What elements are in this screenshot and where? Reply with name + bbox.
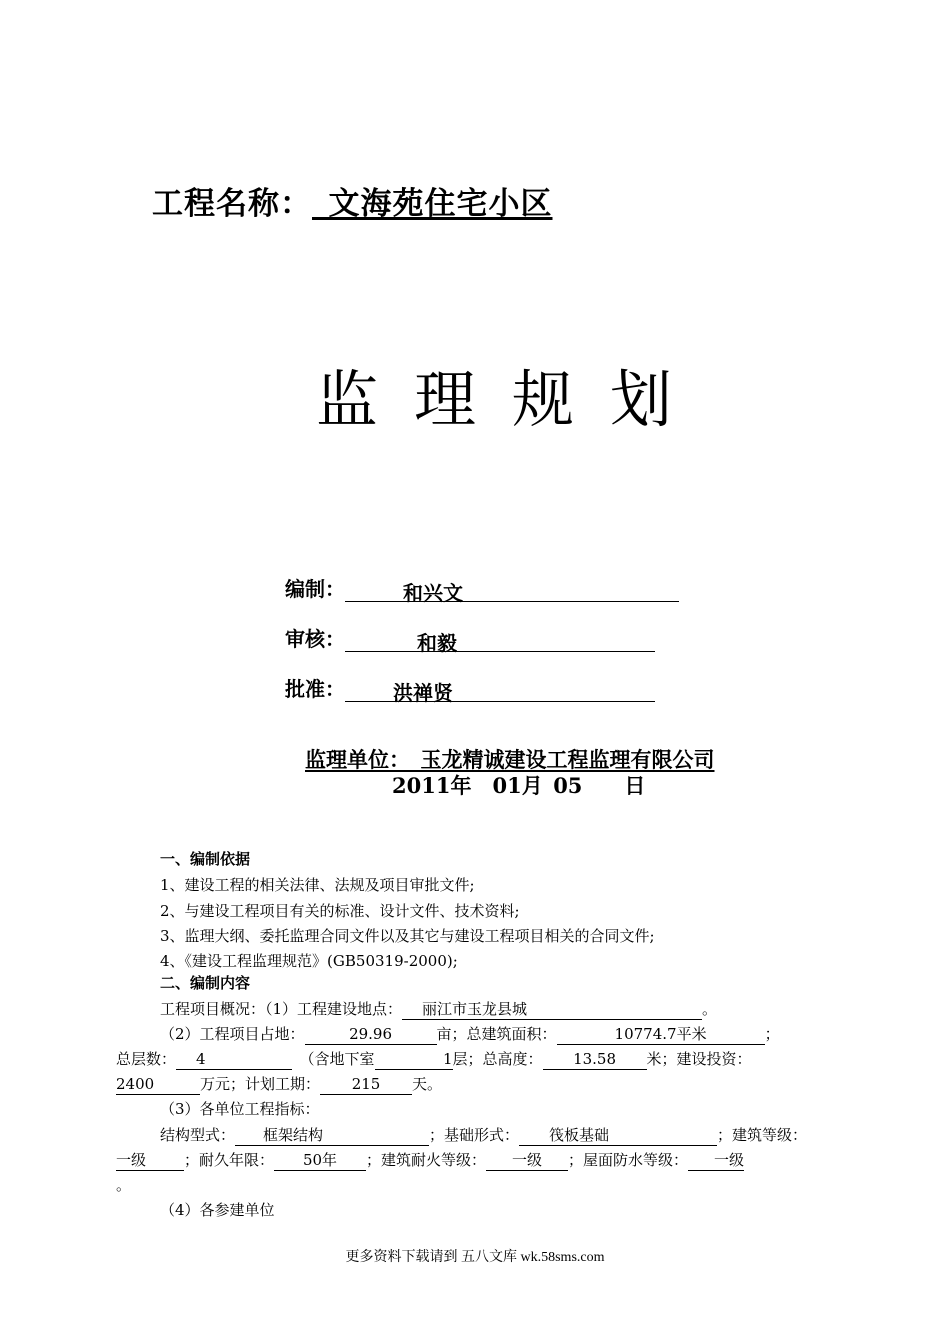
height-value: 13.58 [543,1049,647,1070]
end-period: 。 [116,1176,132,1194]
durability-value: 50年 [274,1150,366,1171]
section-heading: 二、编制内容 [160,974,251,992]
signature-name: 和毅 [417,631,457,655]
land-area-line: （2）工程项目占地： 29.96 亩；总建筑面积： 10774.7平米 ； [160,1025,780,1043]
footer-text: 更多资料下载请到 五八文库 wk.58sms.com [345,1250,605,1265]
basis-item: 3、监理大纲、委托监理合同文件以及其它与建设工程项目相关的合同文件; [160,927,655,945]
floors-value: 4 [176,1049,292,1070]
floors-line: 总层数： 4 （含地下室 1层；总高度： 13.58 米；建设投资： [116,1050,752,1068]
participating-units-heading: （4）各参建单位 [160,1201,275,1219]
project-overview-line: 工程项目概况：（1）工程建设地点： 丽江市玉龙县城 。 [160,1000,718,1018]
signature-approver [285,673,655,705]
signature-label: 编制： [285,577,345,601]
basis-item: 4、《建设工程监理规范》(GB50319-2000); [160,952,458,970]
duration-value: 215 [320,1074,412,1095]
compile-date: 2011年 01月 05 日 [392,773,646,798]
location-value: 丽江市玉龙县城 [402,999,702,1020]
roof-grade-value: 一级 [688,1150,744,1171]
unit-indicators-heading: （3）各单位工程指标： [160,1100,320,1118]
investment-value: 2400 [116,1074,200,1095]
basement-value: 1 [375,1049,453,1070]
land-area-value: 29.96 [305,1024,437,1045]
project-name-line [152,178,553,223]
signature-compiler [285,573,679,605]
grade-line: 一级 ；耐久年限： 50年 ；建筑耐火等级： 一级 ；屋面防水等级： 一级 [116,1151,745,1169]
supervision-unit-name: 玉龙精诚建设工程监理有限公司 [420,747,715,772]
signature-name: 洪禅贤 [393,681,453,705]
signature-reviewer [285,623,655,655]
project-name: 文海苑住宅小区 [328,186,553,222]
structure-line: 结构型式： 框架结构 ；基础形式： 筏板基础 ；建筑等级： [160,1126,808,1144]
signature-label: 批准： [285,677,345,701]
signature-name: 和兴文 [403,581,463,605]
foundation-value: 筏板基础 [519,1125,717,1146]
grade-value: 一级 [116,1150,184,1171]
supervision-unit-label: 监理单位： [305,747,410,772]
section-heading: 一、编制依据 [160,850,251,868]
document-title: 监理规划 [316,363,709,436]
basis-item: 2、与建设工程项目有关的标准、设计文件、技术资料; [160,902,520,920]
signature-label: 审核： [285,627,345,651]
project-label: 工程名称： [152,186,312,222]
fire-grade-value: 一级 [486,1150,568,1171]
building-area-value: 10774.7平米 [557,1024,765,1045]
structure-value: 框架结构 [235,1125,429,1146]
investment-line: 2400 万元；计划工期： 215 天。 [116,1075,443,1093]
basis-item: 1、建设工程的相关法律、法规及项目审批文件; [160,876,475,894]
